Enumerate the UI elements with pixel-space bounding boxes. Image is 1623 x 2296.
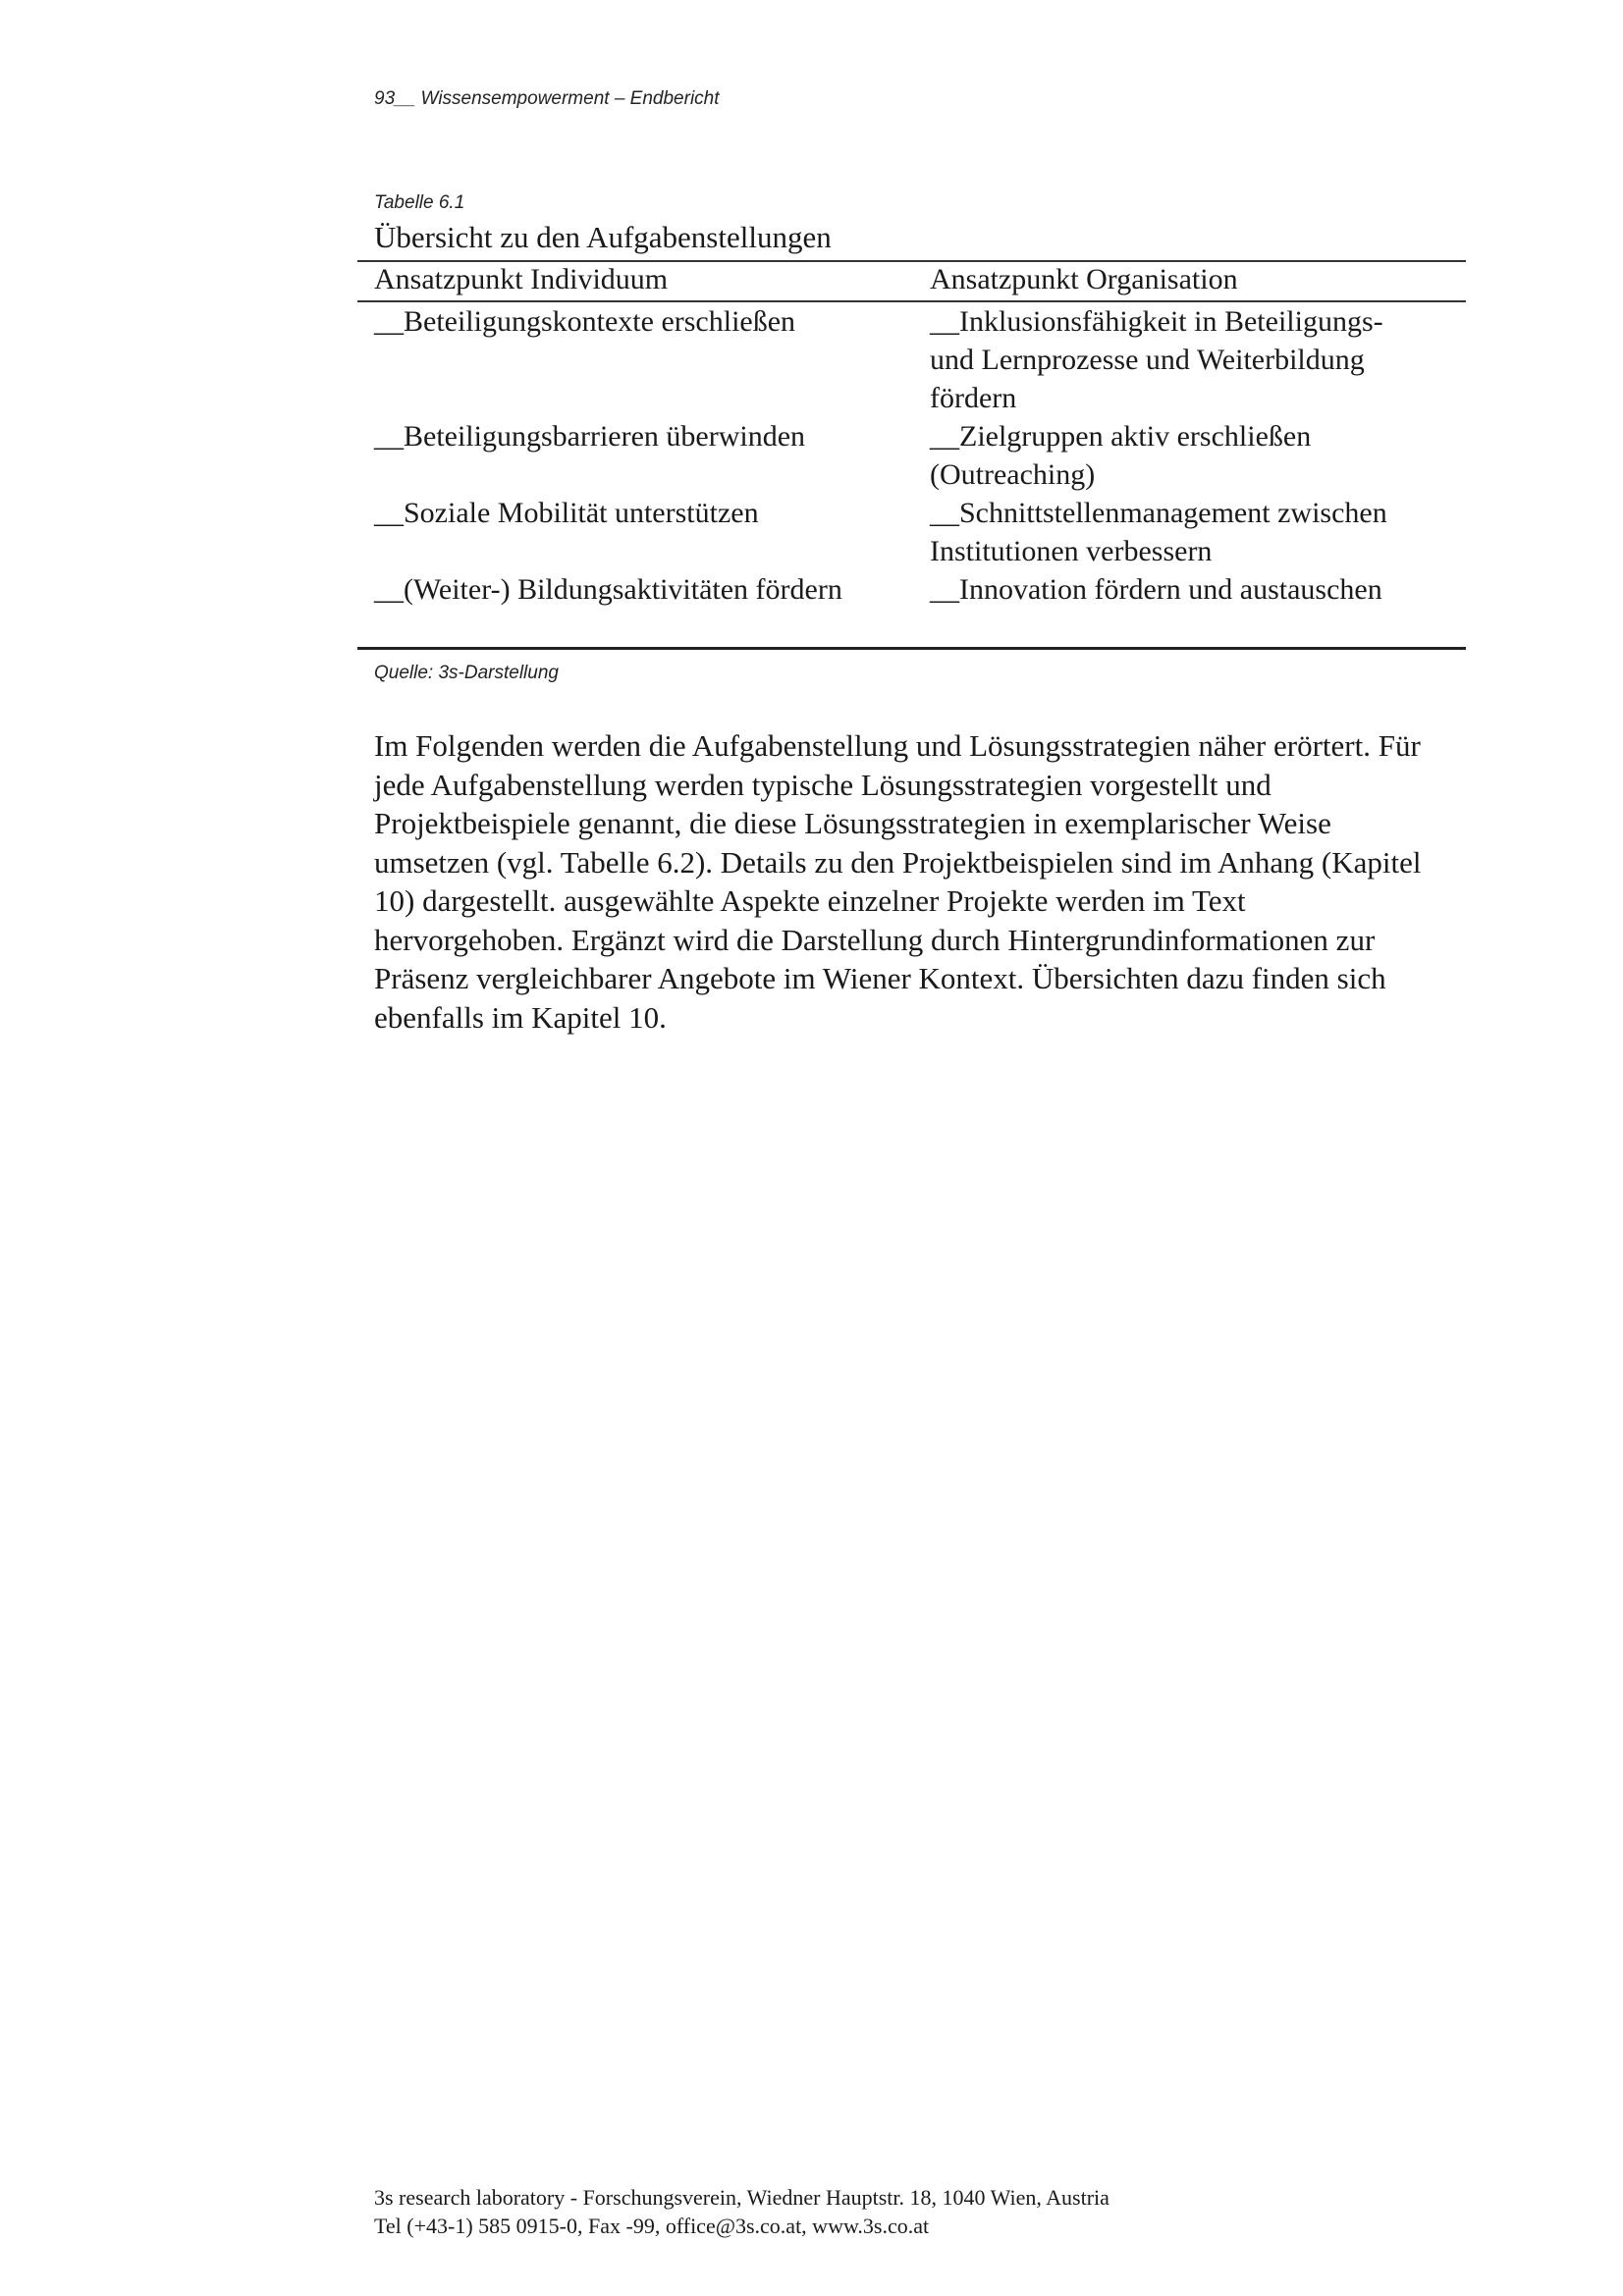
body-line: jede Aufgabenstellung werden typische Lösungsstrategien vorgestellt und xyxy=(374,767,1271,802)
table-cell-right: (Outreaching) xyxy=(930,458,1096,491)
body-line: 10) dargestellt. ausgewählte Aspekte einzelner Projekte werden im Text xyxy=(374,883,1246,918)
table-cell-left: __Beteiligungskontexte erschließen xyxy=(374,305,796,338)
page-footer xyxy=(374,2183,1109,2240)
table-cell-right: __Zielgruppen aktiv erschließen xyxy=(930,420,1312,453)
table-title: Übersicht zu den Aufgabenstellungen xyxy=(374,220,832,254)
column-header-individuum: Ansatzpunkt Individuum xyxy=(374,263,669,295)
table-cell-right: Institutionen verbessern xyxy=(930,535,1213,567)
table-label: Tabelle 6.1 xyxy=(374,192,465,213)
table-cell-right: __Schnittstellenmanagement zwischen xyxy=(930,497,1387,529)
table-cell-left: __Beteiligungsbarrieren überwinden xyxy=(374,420,806,453)
footer-address: 3s research laboratory - Forschungsverein, Wiedner Hauptstr. 18, 1040 Wien, Austria xyxy=(374,2185,1109,2210)
table-cell-right: __Inklusionsfähigkeit in Beteiligungs- xyxy=(930,305,1383,338)
table-rule-bottom xyxy=(357,647,1466,650)
body-line: Präsenz vergleichbarer Angebote im Wiener Kontext. Übersichten dazu finden sich xyxy=(374,961,1386,995)
table-rule-top xyxy=(357,260,1466,262)
table-cell-right: __Innovation fördern und austauschen xyxy=(930,573,1382,606)
table-cell-left: __(Weiter-) Bildungsaktivitäten fördern xyxy=(374,573,842,606)
body-paragraph xyxy=(374,726,1469,1037)
body-line: ebenfalls im Kapitel 10. xyxy=(374,999,667,1035)
body-line: Im Folgenden werden die Aufgabenstellung und Lösungsstrategien näher erörtert. Für xyxy=(374,728,1421,763)
body-line: umsetzen (vgl. Tabelle 6.2). Details zu den Projektbeispielen sind im Anhang (Kapitel xyxy=(374,844,1422,880)
table-cell-left: __Soziale Mobilität unterstützen xyxy=(374,497,759,529)
column-header-organisation: Ansatzpunkt Organisation xyxy=(930,263,1238,295)
table-cell-right: fördern xyxy=(930,382,1017,414)
table-cell-right: und Lernprozesse und Weiterbildung xyxy=(930,344,1365,376)
body-line: Projektbeispiele genannt, die diese Lösungsstrategien in exemplarischer Weise xyxy=(374,806,1331,840)
table-source: Quelle: 3s-Darstellung xyxy=(374,663,559,683)
page-header: 93__ Wissensempowerment – Endbericht xyxy=(374,88,720,109)
footer-contact: Tel (+43-1) 585 0915-0, Fax -99, office@3s.co.at, www.3s.co.at xyxy=(374,2214,930,2238)
body-line: hervorgehoben. Ergänzt wird die Darstellung durch Hintergrundinformationen zur xyxy=(374,922,1376,957)
